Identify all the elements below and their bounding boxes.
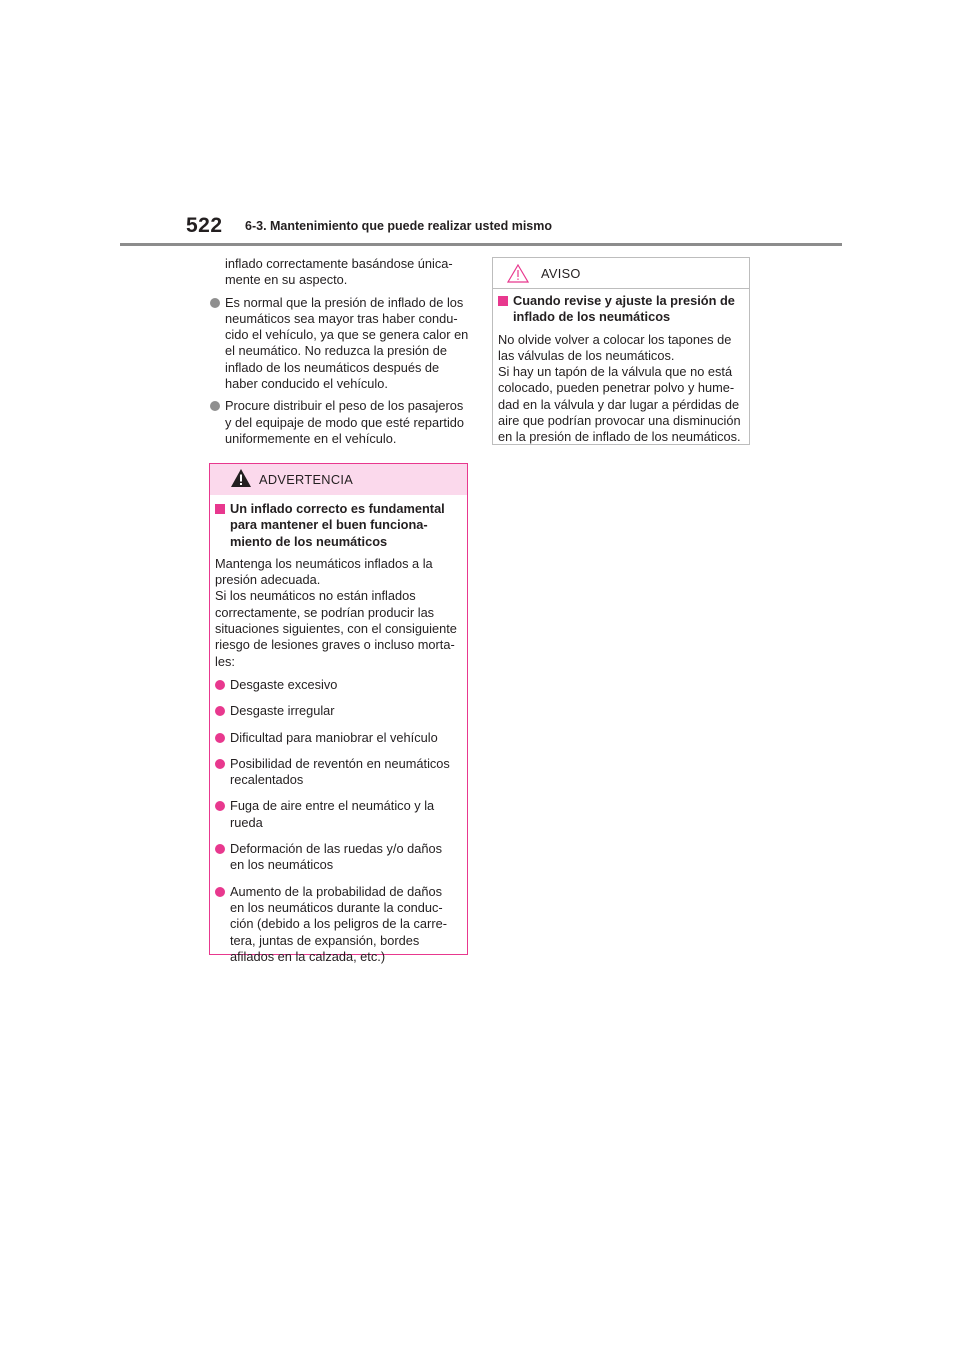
bullet-icon [215,801,225,811]
aviso-heading [498,293,743,326]
warning-heading-text: Un inflado correcto es fundamental para mantener el buen funciona- miento de los neumáticos [230,501,445,549]
section-title: 6-3. Mantenimiento que puede realizar usted mismo [245,219,553,233]
aviso-box [492,257,750,445]
list-item-text: Dificultad para maniobrar el vehículo [230,729,438,745]
list-item-text: Posibilidad de reventón en neumáticos recalentados [230,755,450,788]
square-bullet-icon [498,296,508,306]
list-item [215,756,461,789]
list-item [215,703,461,719]
bullet-icon [215,680,225,690]
warning-label: ADVERTENCIA [259,472,354,487]
bullet-icon [210,401,220,411]
bullet-icon [215,733,225,743]
aviso-heading-text: Cuando revise y ajuste la presión de inflado de los neumáticos [513,293,735,325]
list-item-text: Desgaste excesivo [230,676,338,692]
notice-triangle-icon [507,264,529,283]
header-rule [120,243,842,246]
page-number: 522 [186,214,223,237]
square-bullet-icon [215,504,225,514]
list-item [215,841,461,874]
list-item-text: Fuga de aire entre el neumático y la rueda [230,798,435,830]
bullet-icon [215,844,225,854]
warning-paragraph: Mantenga los neumáticos inflados a la presión adecuada. Si los neumáticos no están inflados correctamente, se podrían producir las situaciones siguientes, con el consiguiente riesgo de lesiones graves o incluso morta- les: [215,555,457,669]
bullet-icon [215,759,225,769]
bullet-icon [215,706,225,716]
left-column [210,256,470,453]
list-item [210,398,470,447]
list-item-text: Desgaste irregular [230,703,335,719]
warning-heading [215,501,461,550]
warning-box [209,463,468,964]
continued-paragraph: inflado correctamente basándose única- mente en su aspecto. [225,256,453,288]
aviso-label: AVISO [541,266,581,281]
list-item [215,677,461,693]
list-item [215,884,461,965]
warning-body [210,495,467,981]
list-item [210,295,470,393]
list-item [215,730,461,746]
list-item-text: Procure distribuir el peso de los pasajeros y del equipaje de modo que esté repartido uniformemente en el vehículo. [225,398,465,446]
bullet-icon [215,887,225,897]
bullet-icon [210,298,220,308]
list-item [215,798,461,831]
warning-triangle-icon [230,468,252,488]
aviso-paragraph: No olvide volver a colocar los tapones de las válvulas de los neumáticos. Si hay un tapón de la válvula que no está colocado, pueden penetrar polvo y hume- dad en la válvula y dar lugar a pérdidas de aire que podrían provocar una disminución en la presión de inflado de los neumáticos. [498,331,741,445]
list-item-text: Deformación de las ruedas y/o daños en los neumáticos [230,841,442,873]
aviso-header [493,258,749,289]
warning-header [210,464,467,495]
list-item-text: Es normal que la presión de inflado de los neumáticos sea mayor tras haber condu- cido el vehículo, ya que se genera calor en el neumático. No reduzca la presión de inflado de los neumáticos después de haber conducido el vehículo. [225,294,469,392]
aviso-body [493,289,749,459]
list-item-text: Aumento de la probabilidad de daños en los neumáticos durante la conduc- ción (debido a los peligros de la carre- tera, juntas de expansión, bordes afilados en la calzada, etc.) [230,883,447,964]
